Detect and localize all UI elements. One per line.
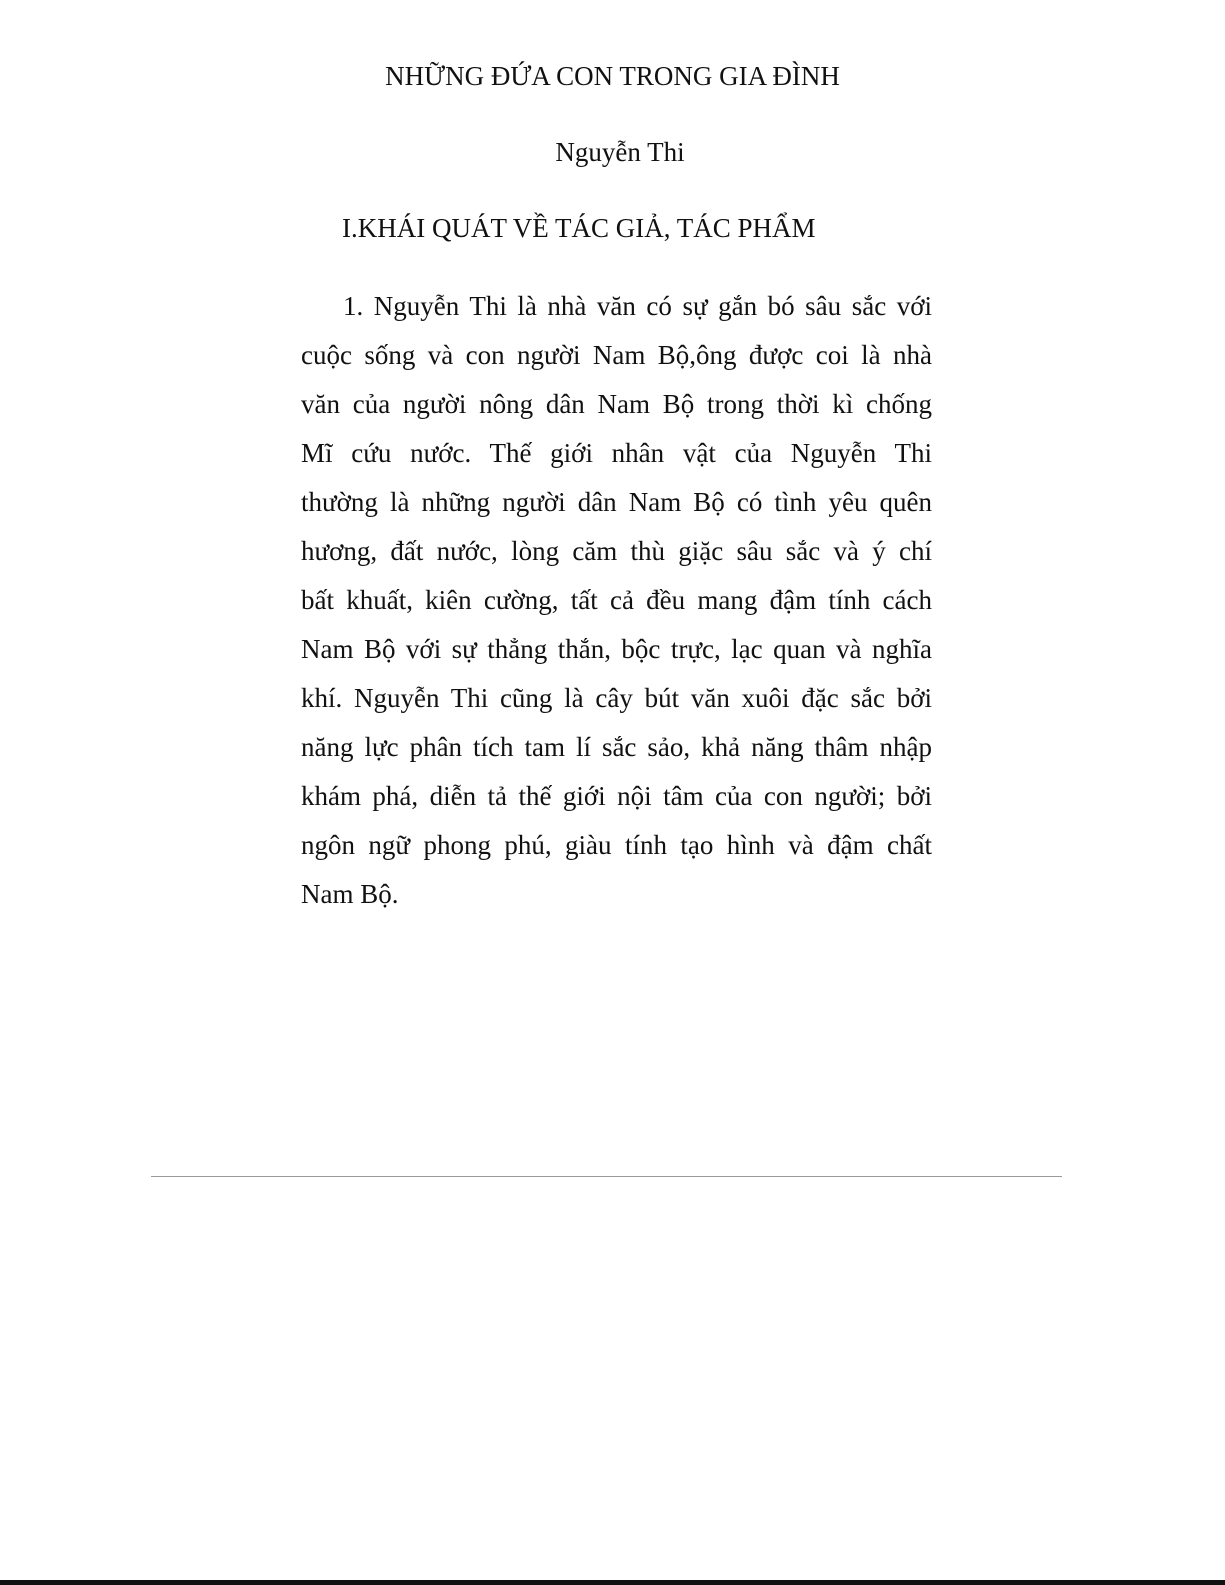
paragraph-line: khám phá, diễn tả thế giới nội tâm của con người; bởi <box>301 781 932 811</box>
body-paragraph <box>301 282 932 919</box>
section-heading: I.KHÁI QUÁT VỀ TÁC GIẢ, TÁC PHẨM <box>342 213 816 243</box>
paragraph-line: Nam Bộ. <box>301 879 399 909</box>
paragraph-line: hương, đất nước, lòng căm thù giặc sâu sắc và ý chí <box>301 536 932 566</box>
bottom-edge-bar <box>0 1580 1225 1585</box>
page-divider <box>151 1176 1062 1177</box>
paragraph-line: 1. Nguyễn Thi là nhà văn có sự gắn bó sâu sắc với <box>343 291 932 321</box>
paragraph-line: cuộc sống và con người Nam Bộ,ông được coi là nhà <box>301 340 932 370</box>
document-title: NHỮNG ĐỨA CON TRONG GIA ĐÌNH <box>385 61 840 91</box>
paragraph-line: văn của người nông dân Nam Bộ trong thời kì chống <box>301 389 932 419</box>
paragraph-line: năng lực phân tích tam lí sắc sảo, khả năng thâm nhập <box>301 732 932 762</box>
paragraph-line: thường là những người dân Nam Bộ có tình yêu quên <box>301 487 932 517</box>
paragraph-line: ngôn ngữ phong phú, giàu tính tạo hình và đậm chất <box>301 830 932 860</box>
paragraph-line: bất khuất, kiên cường, tất cả đều mang đậm tính cách <box>301 585 932 615</box>
paragraph-line: Mĩ cứu nước. Thế giới nhân vật của Nguyễn Thi <box>301 438 932 468</box>
paragraph-line: Nam Bộ với sự thẳng thắn, bộc trực, lạc quan và nghĩa <box>301 634 932 664</box>
author-name: Nguyễn Thi <box>555 137 685 167</box>
paragraph-line: khí. Nguyễn Thi cũng là cây bút văn xuôi đặc sắc bởi <box>301 683 932 713</box>
